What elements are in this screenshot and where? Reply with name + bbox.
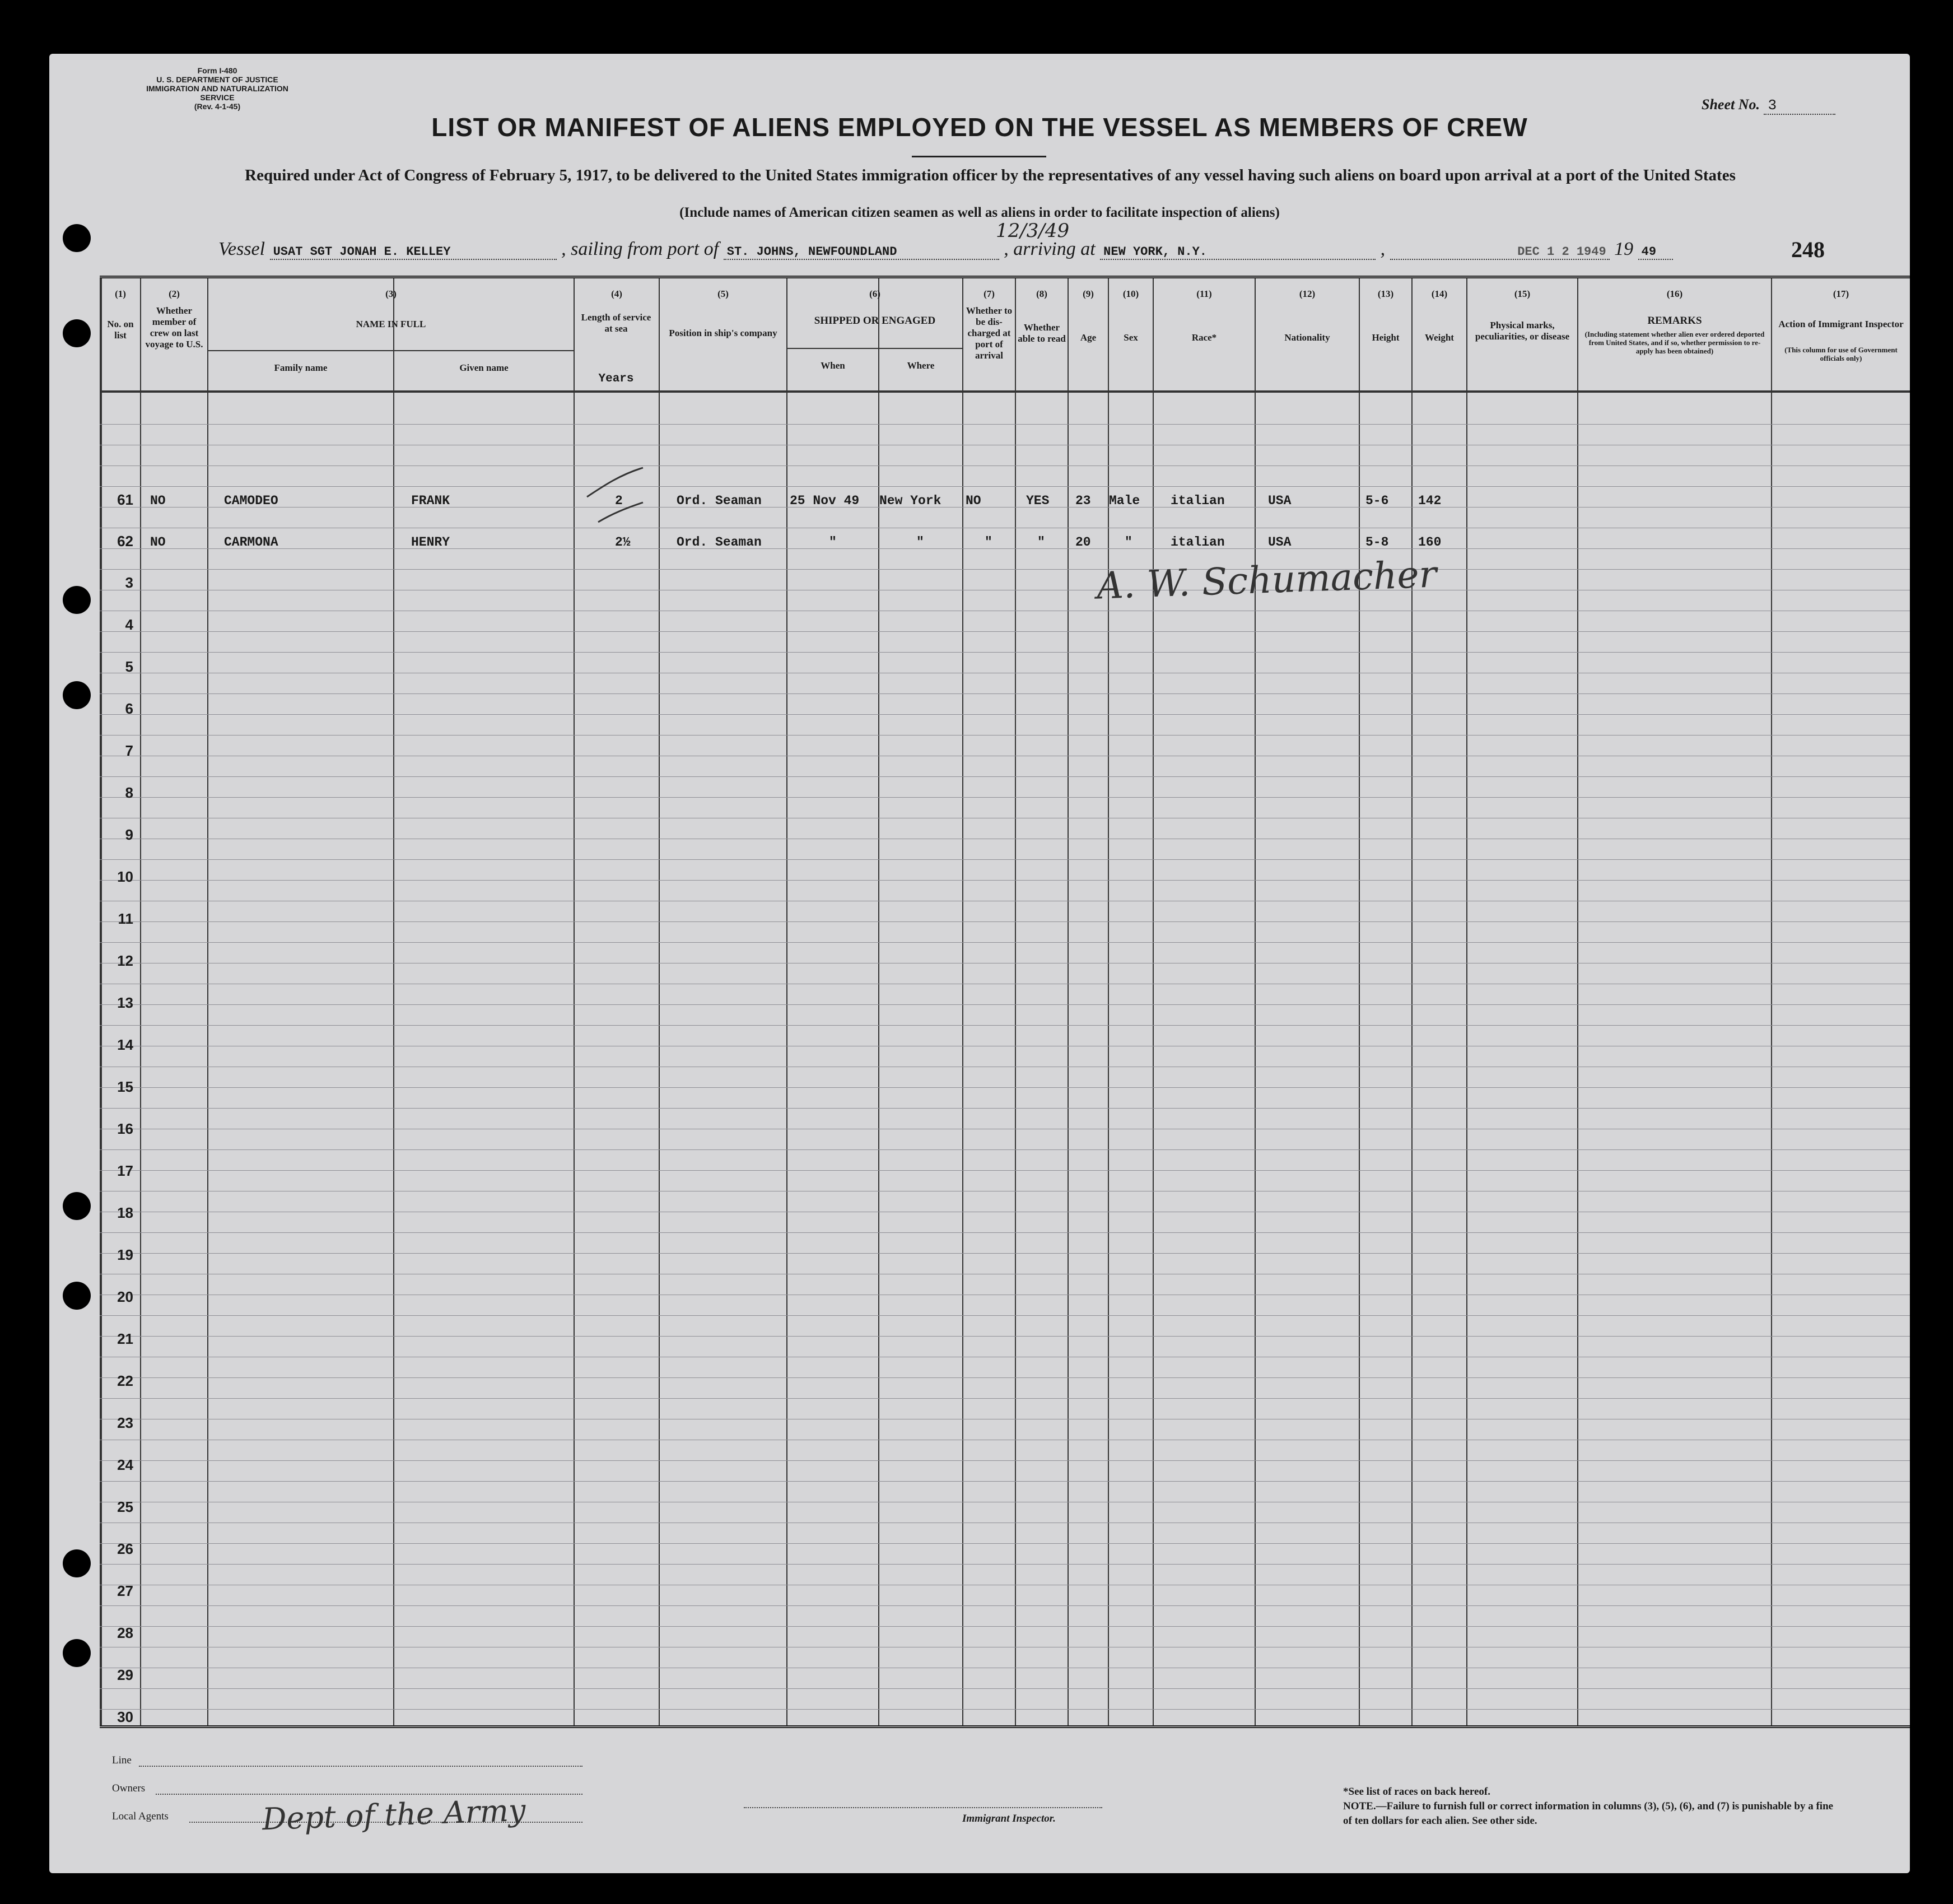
row-number: 25 [117,1498,133,1515]
shipped-subrule [786,348,962,349]
row-number: 11 [118,910,133,927]
row-number: 6 [125,700,133,717]
header-inspector-sub: (This column for use of Government officials only) [1784,346,1898,362]
arriving-label: , arriving at [1004,239,1096,259]
age: 23 [1075,494,1091,508]
page-number: 248 [1791,237,1825,262]
row-line [100,1398,1910,1399]
col-divider [1015,278,1016,1725]
page-title: LIST OR MANIFEST OF ALIENS EMPLOYED ON THE VESSEL AS MEMBERS OF CREW [431,113,1528,142]
row-line [100,693,1910,694]
row-line [100,1564,1910,1565]
line-label: Line [112,1754,132,1766]
colnum-7: (7) [984,288,995,299]
age: 20 [1075,535,1091,550]
form-header [145,66,290,111]
colnum-14: (14) [1431,288,1448,299]
header-last-voyage: Whether member of crew on last voyage to U.S. [145,305,203,350]
department: U. S. DEPARTMENT OF JUSTICE [156,75,278,84]
service-years: 2½ [615,535,631,550]
shipped-when: " [829,535,837,550]
shipped-where: " [916,535,924,550]
weight: 142 [1418,494,1442,508]
inspector-line [744,1807,1102,1808]
colnum-17: (17) [1833,288,1849,299]
header-nationality: Nationality [1284,332,1330,343]
row-number: 21 [117,1330,133,1347]
row-line [100,859,1910,860]
row-number: 16 [117,1120,133,1137]
header-position: Position in ship's company [669,328,777,338]
header-family-name: Family name [274,362,328,373]
colnum-6: (6) [869,288,880,299]
position: Ord. Seaman [677,494,762,508]
row-number: 10 [117,868,133,885]
row-line [100,880,1910,881]
punch-hole [63,1282,91,1310]
row-number: 19 [117,1246,133,1263]
colnum-10: (10) [1122,288,1139,299]
signature: A. W. Schumacher [1096,552,1438,608]
row-line [100,1149,1910,1150]
row-line [100,569,1910,570]
colnum-13: (13) [1377,288,1394,299]
colnum-8: (8) [1036,288,1047,299]
header-read: Whether able to read [1018,322,1066,344]
row-line [100,776,1910,777]
punch-hole [63,1192,91,1220]
col-divider [1255,278,1256,1725]
colnum-4: (4) [611,288,622,299]
row-line [100,1626,1910,1627]
row-number: 14 [117,1036,133,1053]
inspector-label: Immigrant Inspector. [962,1813,1056,1824]
row-number: 26 [117,1540,133,1557]
header-race: Race* [1191,332,1217,343]
row-line [100,1170,1910,1171]
header-weight: Weight [1425,332,1454,343]
header-age: Age [1080,332,1097,343]
col-divider [393,278,394,1725]
col-divider [1068,278,1069,1725]
discharged: " [985,535,992,550]
name-subrule [207,350,574,351]
row-number: 62 [117,533,133,550]
colnum-15: (15) [1514,288,1531,299]
row-line [100,1232,1910,1233]
discharged: NO [966,494,981,508]
year-label: 19 [1614,239,1634,259]
subtitle: Required under Act of Congress of February 5, 1917, to be delivered to the United States immigration officer by the representatives of any vessel having such aliens on board upon arrival at a port of the United States [245,166,1736,184]
vessel-name: USAT SGT JONAH E. KELLEY [270,245,557,260]
height: 5-6 [1365,494,1389,508]
colnum-11: (11) [1196,288,1212,299]
last-voyage: NO [150,535,166,550]
row-number: 12 [117,952,133,969]
sex: Male [1109,494,1140,508]
col-divider [1771,278,1772,1725]
row-line [100,1481,1910,1482]
row-line [100,797,1910,798]
row-line [100,548,1910,549]
colnum-16: (16) [1666,288,1683,299]
sex: " [1125,535,1132,550]
race: italian [1171,535,1225,550]
colnum-3: (3) [385,288,397,299]
last-voyage: NO [150,494,166,508]
col-divider [659,278,660,1725]
row-number: 28 [117,1624,133,1641]
row-line [100,1108,1910,1109]
header-given-name: Given name [459,362,509,373]
shipped-when: 25 Nov 49 [790,494,860,508]
header-when: When [821,360,845,371]
col-divider [140,278,141,1725]
header-name: NAME IN FULL [356,319,426,329]
col-divider [207,278,208,1725]
race: italian [1171,494,1225,508]
title-rule [912,156,1046,157]
header-years: Years [598,373,634,385]
header-inspector: Action of Immigrant Inspector [1778,319,1904,329]
sheet-value: 3 [1764,97,1835,115]
colnum-5: (5) [717,288,729,299]
weight: 160 [1418,535,1442,550]
arrival-port: NEW YORK, N.Y. [1100,245,1376,260]
header-physical-marks: Physical marks, peculiarities, or disease [1475,320,1570,342]
row-line [100,714,1910,715]
family-name: CAMODEO [224,494,278,508]
nationality: USA [1268,535,1292,550]
subnote: (Include names of American citizen seamen as well as aliens in order to facilitate inspection of aliens) [679,205,1280,220]
colnum-2: (2) [169,288,180,299]
row-line [100,486,1910,487]
nationality: USA [1268,494,1292,508]
row-line [100,1688,1910,1689]
row-line [100,921,1910,922]
row-line [100,652,1910,653]
line-field [139,1766,582,1767]
local-agents-label: Local Agents [112,1810,169,1822]
col-divider [574,278,575,1725]
departure-port: ST. JOHNS, NEWFOUNDLAND [724,245,999,260]
header-no: No. on list [107,319,134,341]
header-discharged: Whether to be dis-charged at port of arrival [966,305,1013,361]
manifest-sheet [49,54,1910,1873]
row-number: 13 [117,994,133,1011]
header-height: Height [1372,332,1400,343]
row-number: 4 [125,616,133,633]
service: IMMIGRATION AND NATURALIZATION SERVICE [146,84,288,102]
given-name: HENRY [411,535,450,550]
row-number: 23 [117,1414,133,1431]
family-name: CARMONA [224,535,278,550]
header-bottom-rule [100,390,1910,393]
penalty-note: NOTE.—Failure to furnish full or correct information in columns (3), (5), (6), and (7) is punishable by a fine of ten dollars for each alien. See other side. [1343,1800,1834,1827]
races-note: *See list of races on back hereof. [1343,1786,1490,1798]
crew-table [100,276,1910,1728]
colnum-12: (12) [1299,288,1316,299]
row-line [100,1605,1910,1606]
col-divider [1411,278,1413,1725]
punch-hole [63,1639,91,1667]
owners-label: Owners [112,1782,146,1794]
row-number: 18 [117,1204,133,1221]
vessel-line: Vessel USAT SGT JONAH E. KELLEY , sailing from port of ST. JOHNS, NEWFOUNDLAND , arriving at NEW YORK, N.Y. , DEC 1 2 1949 19 49 [218,239,1673,260]
able-to-read: " [1037,535,1045,550]
row-line [100,1025,1910,1026]
row-number: 8 [125,784,133,801]
colnum-9: (9) [1083,288,1094,299]
row-line [100,424,1910,425]
row-line [100,942,1910,943]
row-number: 9 [125,826,133,843]
punch-hole [63,681,91,709]
row-line [100,1377,1910,1378]
row-number: 20 [117,1288,133,1305]
row-number: 17 [117,1162,133,1179]
shipped-where: New York [879,494,941,508]
sailing-label: , sailing from port of [561,239,719,259]
col-divider [962,278,963,1725]
header-where: Where [907,360,935,371]
row-line [100,1087,1910,1088]
height: 5-8 [1365,535,1389,550]
colnum-1: (1) [115,288,126,299]
row-line [100,1315,1910,1316]
punch-hole [63,224,91,252]
row-line [100,1460,1910,1461]
header-sex: Sex [1124,332,1138,343]
sheet-label: Sheet No. [1702,96,1760,113]
row-line [100,507,1910,508]
row-line [100,1336,1910,1337]
row-number: 7 [125,742,133,759]
row-number: 5 [125,658,133,675]
given-name: FRANK [411,494,450,508]
row-number: 3 [125,574,133,591]
col-divider [786,278,787,1725]
row-line [100,465,1910,466]
row-number: 27 [117,1582,133,1599]
header-service: Length of service at sea [581,312,651,334]
vessel-label: Vessel [218,239,265,259]
header-shipped: SHIPPED OR ENGAGED [814,315,936,327]
revision: (Rev. 4-1-45) [194,102,241,111]
year-value: 49 [1638,245,1673,260]
able-to-read: YES [1026,494,1050,508]
row-line [100,1709,1910,1710]
service-years: 2 [615,494,623,508]
form-number: Form I-480 [197,66,237,75]
handwritten-date: 12/3/49 [996,220,1070,242]
header-remarks: REMARKS [1647,315,1702,327]
row-number: 29 [117,1666,133,1683]
row-number: 24 [117,1456,133,1473]
col-divider [1577,278,1578,1725]
row-line [100,1004,1910,1005]
punch-hole [63,319,91,347]
row-line [100,631,1910,632]
row-number: 22 [117,1372,133,1389]
row-number: 61 [117,491,133,508]
row-number: 30 [117,1709,133,1725]
col-divider [1153,278,1154,1725]
row-line [100,1543,1910,1544]
position: Ord. Seaman [677,535,762,550]
row-number: 15 [117,1078,133,1095]
date-stamp: DEC 1 2 1949 [1390,245,1610,260]
local-agents-handwriting: Dept of the Army [262,1792,526,1837]
punch-hole [63,586,91,614]
col-divider [1359,278,1360,1725]
col-divider [1466,278,1467,1725]
punch-hole [63,1549,91,1577]
header-remarks-sub: (Including statement whether alien ever ordered deported from United States, and if so, whether permission to re-apply has been obtained) [1584,330,1765,355]
check-mark-icon [581,463,649,530]
row-line [100,1253,1910,1254]
